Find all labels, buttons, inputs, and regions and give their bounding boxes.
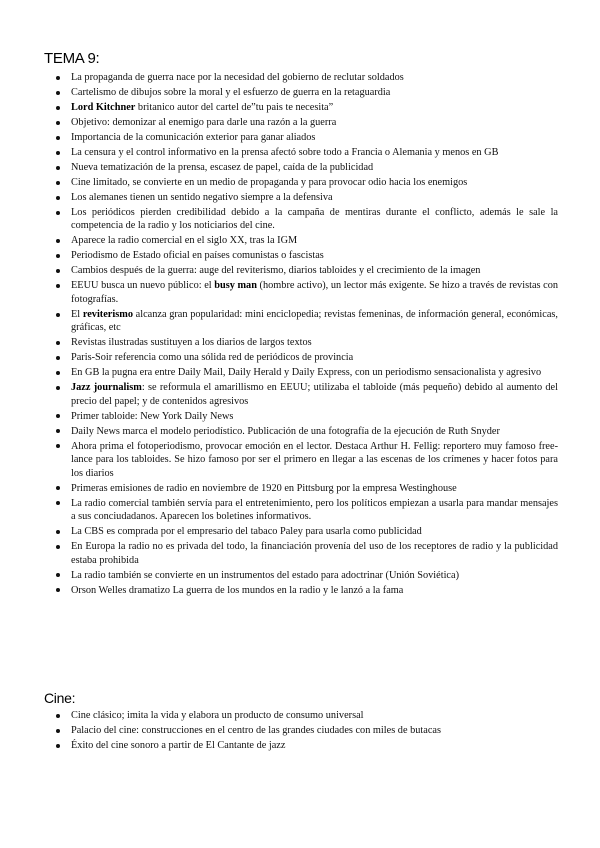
bullet-dot-icon	[56, 371, 60, 375]
bullet-dot-icon	[56, 573, 60, 577]
list-item	[0, 497, 558, 524]
bold-term: busy man	[214, 280, 257, 292]
list-item	[0, 101, 558, 114]
bullet-dot-icon	[56, 588, 60, 592]
list-item	[0, 264, 558, 277]
bullet-dot-icon	[56, 386, 60, 390]
list-item	[0, 440, 558, 480]
item-text: Nueva tematización de la prensa, escasez de papel, caída de la publicidad	[71, 162, 374, 173]
bullet-dot-icon	[56, 341, 60, 345]
item-text: Los periódicos pierden credibilidad debido a la campaña de mentiras durante el conflicto, además le sale la competencia de la radio y los noticiarios del cine.	[71, 207, 558, 232]
item-text: : se reformula el amarillismo en EEUU; utilizaba el tabloide (más pequeño) debido al aumento del precio del papel; y de contenidos agresivos	[71, 382, 558, 407]
item-text: britanico autor del cartel de”tu pais te necesita”	[135, 102, 334, 113]
item-text: Primeras emisiones de radio en noviembre de 1920 en Pittsburg por la empresa Westinghouse	[71, 482, 457, 494]
list-item	[0, 540, 558, 567]
bullet-dot-icon	[56, 313, 60, 317]
list-item	[0, 366, 558, 379]
list-item	[0, 191, 558, 204]
list-item	[0, 569, 558, 582]
bullet-dot-icon	[56, 356, 60, 360]
item-text: Éxito del cine sonoro a partir de El Cantante de jazz	[71, 740, 286, 751]
bullet-list-tema-9	[0, 71, 558, 599]
item-text: La radio también se convierte en un instrumentos del estado para adoctrinar (Unión Soviética)	[71, 569, 460, 581]
section-heading-tema-9: TEMA 9:	[44, 50, 100, 67]
list-item	[0, 584, 558, 597]
list-item	[0, 724, 558, 737]
list-item	[0, 131, 558, 144]
item-text: Cine limitado, se convierte en un medio de propaganda y para provocar odio hacia los enemigos	[71, 177, 468, 188]
item-text: Paris-Soir referencia como una sólida red de periódicos de provincia	[71, 352, 354, 364]
bullet-list-cine	[0, 709, 558, 754]
list-item	[0, 482, 558, 495]
item-text: Orson Welles dramatizo La guerra de los mundos en la radio y le lanzó a la fama	[71, 584, 404, 596]
item-text: La censura y el control informativo en la prensa afectó sobre todo a Francia o Alemania y menos en GB	[71, 147, 499, 158]
item-text: Primer tabloide: New York Daily News	[71, 410, 234, 422]
list-item	[0, 116, 558, 129]
item-text: Los alemanes tienen un sentido negativo siempre a la defensiva	[71, 192, 333, 203]
item-text: alcanza gran popularidad: mini enciclopedia; revistas femeninas, de información general, económicas, gráficas, etc	[71, 308, 558, 334]
item-text: (hombre activo), un lector más exigente. Se hizo a través de revistas con fotografías.	[71, 280, 559, 305]
list-item	[0, 336, 558, 349]
item-text: La propaganda de guerra nace por la necesidad del gobierno de reclutar soldados	[71, 72, 404, 83]
bold-term: Jazz journalism	[71, 382, 142, 394]
list-item	[0, 279, 558, 306]
bullet-dot-icon	[56, 729, 60, 733]
bullet-dot-icon	[56, 744, 60, 748]
item-text: La radio comercial también servía para el entretenimiento, pero los políticos empiezan a usarla para mandar mensajes a sus conciudadanos. Aparecen los boletines informativos.	[71, 497, 558, 523]
bold-term: Lord Kitchner	[71, 102, 136, 113]
bullet-dot-icon	[56, 444, 60, 448]
bullet-dot-icon	[56, 211, 60, 215]
bullet-dot-icon	[56, 181, 60, 185]
bullet-dot-icon	[56, 429, 60, 433]
bullet-dot-icon	[56, 714, 60, 718]
item-text: El	[71, 308, 83, 320]
bullet-dot-icon	[56, 136, 60, 140]
list-item	[0, 86, 558, 99]
bullet-dot-icon	[56, 76, 60, 80]
bullet-dot-icon	[56, 121, 60, 125]
list-item	[0, 351, 558, 364]
item-text: Aparece la radio comercial en el siglo XX, tras la IGM	[71, 235, 298, 247]
bullet-dot-icon	[56, 530, 60, 534]
list-item	[0, 234, 558, 247]
section-heading-cine: Cine:	[44, 690, 76, 706]
item-text: Revistas ilustradas sustituyen a los diarios de largos textos	[71, 337, 312, 349]
bullet-dot-icon	[56, 106, 60, 110]
item-text: Ahora prima el fotoperiodismo, provocar emoción en el lector. Destaca Arthur H. Fellig: reportero muy famoso free-lance para los tabloides. Se hizo famoso por ser el primero en llegar a las escenas de los crímenes y hacer fotos para los diarios	[71, 440, 558, 479]
item-text: Cambios después de la guerra: auge del reviterismo, diarios tabloides y el crecimiento de la imagen	[71, 265, 481, 277]
item-text: EEUU busca un nuevo público: el	[71, 280, 215, 292]
bullet-dot-icon	[56, 254, 60, 258]
list-item	[0, 410, 558, 423]
item-text: En Europa la radio no es privada del todo, la financiación provenía del uso de los receptores de radio y la publicidad estaba prohibida	[71, 541, 558, 566]
bold-term: reviterismo	[82, 308, 133, 320]
list-item	[0, 146, 558, 159]
list-item	[0, 525, 558, 538]
bullet-dot-icon	[56, 269, 60, 273]
item-text: Cine clásico; imita la vida y elabora un producto de consumo universal	[71, 710, 364, 721]
bullet-dot-icon	[56, 486, 60, 490]
bullet-dot-icon	[56, 166, 60, 170]
item-text: Periodismo de Estado oficial en países comunistas o fascistas	[71, 250, 324, 262]
item-text: Importancia de la comunicación exterior para ganar aliados	[71, 132, 316, 143]
item-text: Cartelismo de dibujos sobre la moral y el esfuerzo de guerra en la retaguardia	[71, 87, 391, 98]
item-text: Daily News marca el modelo periodístico. Publicación de una fotografía de la ejecución de Ruth Snyder	[71, 425, 500, 437]
item-text: En GB la pugna era entre Daily Mail, Daily Herald y Daily Express, con un periodismo sensacionalista y agresivo	[71, 367, 542, 379]
list-item	[0, 425, 558, 438]
list-item	[0, 71, 558, 84]
bullet-dot-icon	[56, 151, 60, 155]
list-item	[0, 249, 558, 262]
bullet-dot-icon	[56, 414, 60, 418]
list-item	[0, 206, 558, 233]
bullet-dot-icon	[56, 284, 60, 288]
item-text: Objetivo: demonizar al enemigo para darle una razón a la guerra	[71, 117, 337, 128]
list-item	[0, 739, 558, 752]
item-text: La CBS es comprada por el empresario del tabaco Paley para usarla como publicidad	[71, 526, 422, 538]
list-item	[0, 176, 558, 189]
item-text: Palacio del cine: construcciones en el centro de las grandes ciudades con miles de butacas	[71, 725, 441, 736]
bullet-dot-icon	[56, 91, 60, 95]
list-item	[0, 308, 558, 335]
bullet-dot-icon	[56, 196, 60, 200]
list-item	[0, 709, 558, 722]
bullet-dot-icon	[56, 239, 60, 243]
list-item	[0, 161, 558, 174]
bullet-dot-icon	[56, 501, 60, 505]
bullet-dot-icon	[56, 545, 60, 549]
list-item	[0, 381, 558, 408]
